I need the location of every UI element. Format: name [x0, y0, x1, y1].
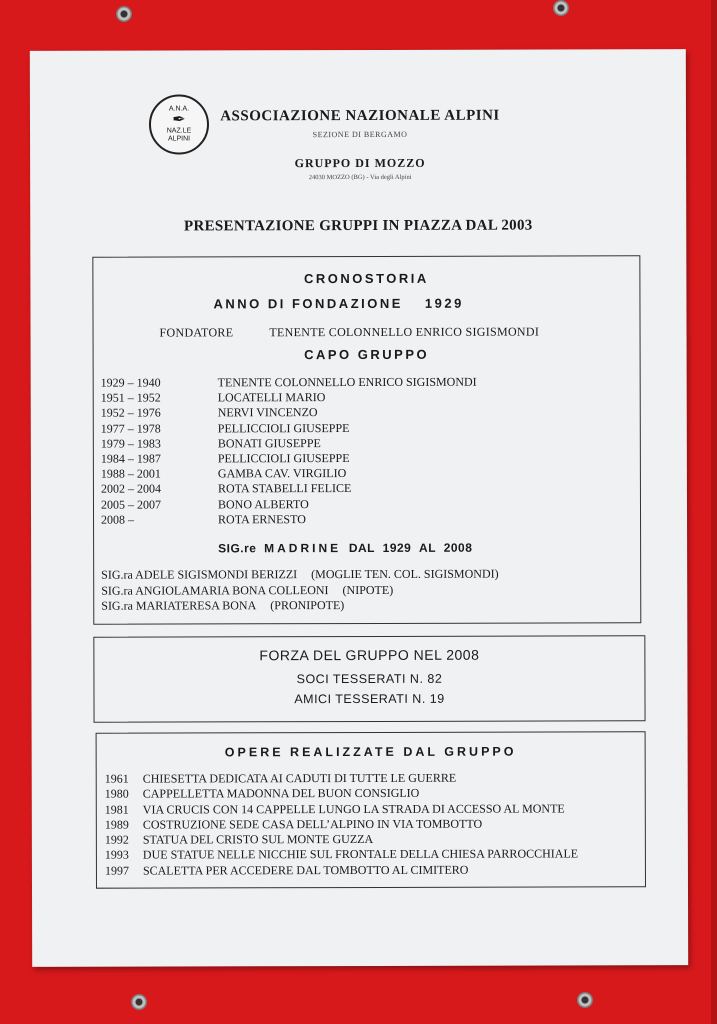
list-item [105, 832, 578, 849]
notice-sheet [30, 49, 688, 967]
capo-years: 1979 – 1983 [100, 436, 161, 451]
madrine-title-part: MADRINE [264, 541, 342, 556]
capo-years: 2008 – [101, 512, 135, 527]
capo-years: 1988 – 2001 [100, 466, 161, 481]
opera-text: STATUA DEL CRISTO SUL MONTE GUZZA [142, 832, 374, 847]
madrina-name: SIG.ra ADELE SIGISMONDI BERIZZI [101, 567, 298, 582]
group-name: GRUPPO DI MOZZO [294, 155, 426, 171]
capo-name: ROTA STABELLI FELICE [217, 481, 352, 496]
founder-label: FONDATORE [159, 325, 234, 340]
opera-year: 1961 [104, 771, 129, 786]
list-item [101, 451, 477, 467]
capo-name: PELLICCIOLI GIUSEPPE [217, 420, 350, 435]
opere-list [105, 770, 578, 878]
capo-years: 2002 – 2004 [100, 481, 161, 497]
amici-count: AMICI TESSERATI N. 19 [294, 691, 445, 707]
capo-name: ROTA ERNESTO [218, 511, 306, 527]
opera-text: COSTRUZIONE SEDE CASA DELL’ALPINO IN VIA TOMBOTTO [142, 816, 483, 832]
grommet-bottom-right [577, 992, 593, 1008]
list-item [105, 847, 578, 864]
opera-text: CAPPELLETTA MADONNA DEL BUON CONSIGLIO [142, 786, 420, 801]
list-item [101, 420, 477, 436]
section-name: SEZIONE DI BERGAMO [312, 129, 408, 140]
opera-text: SCALETTA PER ACCEDERE DAL TOMBOTTO AL CIMITERO [142, 862, 469, 878]
madrine-title-part: DAL [348, 540, 375, 556]
opera-year: 1989 [104, 817, 129, 832]
capo-gruppo-list [101, 375, 477, 528]
grommet-top-right [553, 0, 569, 16]
feather-icon: ✒ [172, 111, 186, 129]
opera-text: CHIESETTA DEDICATA AI CADUTI DI TUTTE LE GUERRE [142, 770, 457, 786]
list-item [101, 512, 477, 528]
list-item [105, 786, 578, 803]
capo-years: 1929 – 1940 [100, 375, 161, 390]
madrine-list [101, 567, 499, 615]
capo-years: 1977 – 1978 [100, 421, 161, 436]
capo-name: LOCATELLI MARIO [217, 390, 326, 405]
list-item [101, 390, 477, 406]
capo-name: TENENTE COLONNELLO ENRICO SIGISMONDI [217, 374, 477, 390]
capo-years: 2005 – 2007 [100, 497, 162, 512]
opera-year: 1992 [104, 832, 129, 847]
opera-text: DUE STATUE NELLE NICCHIE SUL FRONTALE DELLA CHIESA PARROCCHIALE [142, 846, 579, 863]
madrina-note: (PRONIPOTE) [270, 598, 345, 613]
madrina-note: (NIPOTE) [342, 582, 394, 597]
list-item [105, 862, 578, 879]
madrine-title-part: 2008 [443, 540, 473, 555]
page-title: PRESENTAZIONE GRUPPI IN PIAZZA DAL 2003 [183, 217, 533, 235]
founded-line [213, 296, 463, 312]
logo-text-mid: NAZ.LE [166, 127, 192, 135]
madrina-note: (MOGLIE TEN. COL. SIGISMONDI) [311, 566, 499, 582]
list-item [101, 598, 498, 615]
capo-name: BONATI GIUSEPPE [217, 435, 321, 451]
founded-year: 1929 [424, 295, 464, 311]
capo-gruppo-heading: CAPO GRUPPO [304, 346, 430, 363]
opera-year: 1993 [104, 848, 129, 863]
soci-count: SOCI TESSERATI N. 82 [296, 671, 443, 687]
madrine-title-part: AL [419, 540, 437, 555]
capo-name: NERVI VINCENZO [217, 405, 318, 420]
cronostoria-heading: CRONOSTORIA [303, 270, 429, 287]
forza-heading: FORZA DEL GRUPPO NEL 2008 [259, 646, 480, 664]
forza-box [93, 635, 645, 722]
capo-years: 1951 – 1952 [100, 390, 161, 405]
logo-text-bot: ALPINI [167, 135, 191, 143]
list-item [101, 496, 477, 512]
madrina-name: SIG.ra ANGIOLAMARIA BONA COLLEONI [101, 582, 329, 598]
list-item [101, 436, 477, 452]
board-edge [711, 0, 717, 1024]
list-item [105, 801, 578, 818]
list-item [101, 375, 477, 391]
opera-year: 1981 [104, 802, 129, 817]
capo-name: GAMBA CAV. VIRGILIO [217, 466, 347, 481]
opera-year: 1980 [104, 786, 129, 801]
madrine-title-part: 1929 [382, 540, 412, 555]
capo-name: BONO ALBERTO [217, 496, 309, 511]
list-item [101, 405, 477, 421]
grommet-top-left [116, 6, 132, 22]
madrina-name: SIG.ra MARIATERESA BONA [101, 598, 257, 613]
opera-text: VIA CRUCIS CON 14 CAPPELLE LUNGO LA STRADA DI ACCESSO AL MONTE [142, 801, 565, 817]
grommet-bottom-left [131, 994, 147, 1010]
list-item [101, 567, 498, 584]
founded-label: ANNO DI FONDAZIONE [213, 295, 403, 312]
opere-heading: OPERE REALIZZATE DAL GRUPPO [224, 744, 517, 760]
founder-name: TENENTE COLONNELLO ENRICO SIGISMONDI [269, 324, 540, 340]
list-item [101, 582, 498, 599]
opere-box [96, 731, 646, 888]
list-item [105, 816, 578, 833]
list-item [105, 770, 578, 787]
madrine-heading [218, 541, 472, 556]
opera-year: 1997 [104, 863, 129, 878]
capo-name: PELLICCIOLI GIUSEPPE [217, 451, 350, 466]
group-address: 24030 MOZZO (BG) - Via degli Alpini [308, 173, 412, 182]
founder-line [160, 325, 540, 341]
list-item [101, 481, 477, 497]
capo-years: 1984 – 1987 [100, 451, 161, 466]
capo-years: 1952 – 1976 [100, 405, 161, 421]
list-item [101, 466, 477, 482]
madrine-title-part: SIG.re [218, 541, 257, 556]
org-name: ASSOCIAZIONE NAZIONALE ALPINI [220, 107, 500, 125]
cronostoria-box [92, 255, 641, 624]
logo-text-top: A.N.A. [168, 105, 190, 113]
